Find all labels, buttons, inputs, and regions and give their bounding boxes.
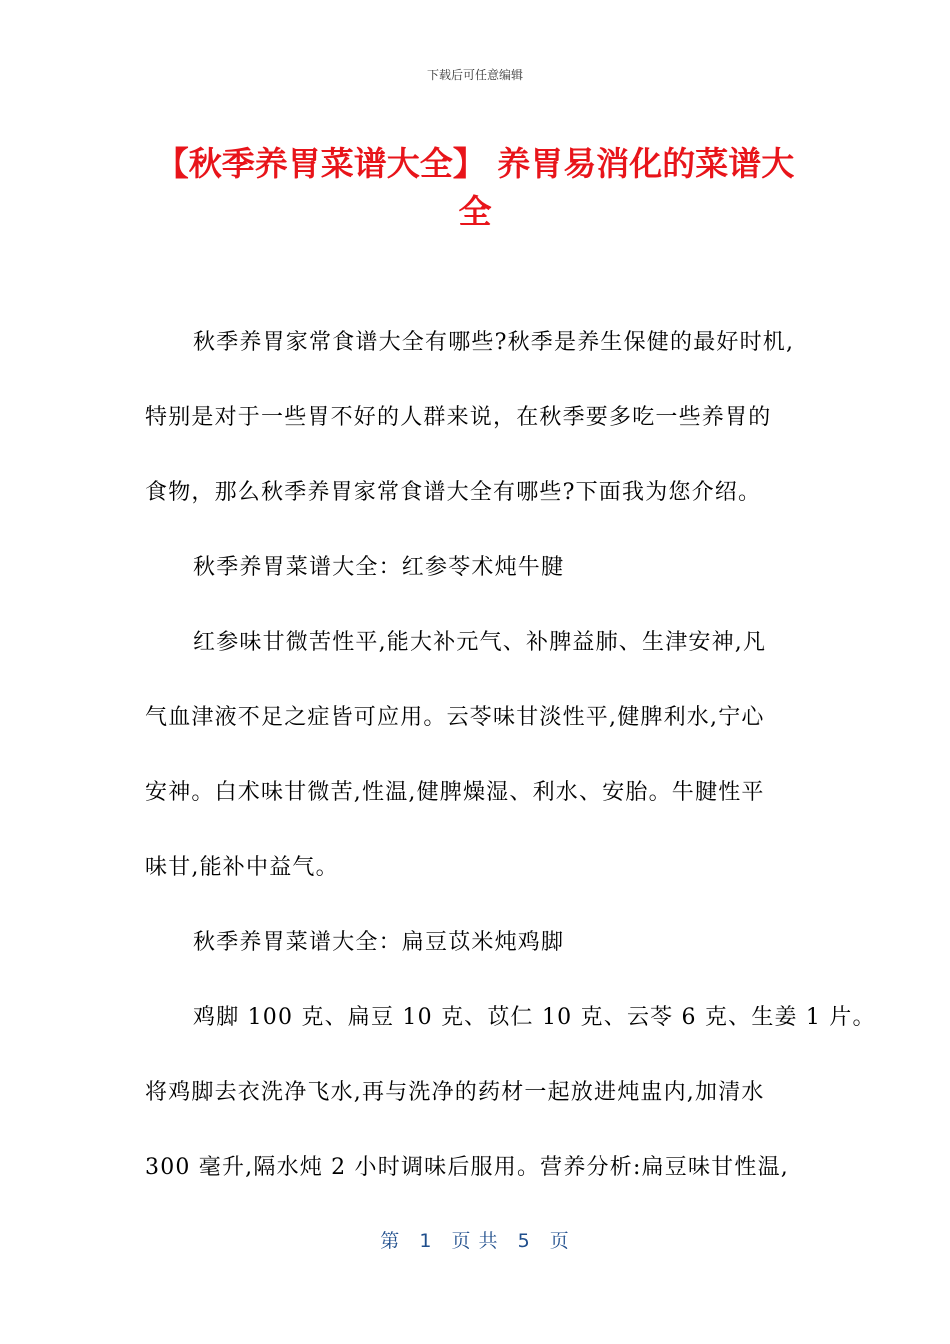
paragraph-line: 特别是对于一些胃不好的人群来说，在秋季要多吃一些养胃的 — [145, 405, 772, 430]
paragraph-line: 食物，那么秋季养胃家常食谱大全有哪些?下面我为您介绍。 — [145, 480, 762, 505]
page-end-label: 页 — [549, 1230, 570, 1252]
page-current: 1 — [419, 1230, 433, 1252]
header-note: 下载后可任意编辑 — [426, 68, 523, 82]
paragraph-line: 鸡脚 100 克、扁豆 10 克、苡仁 10 克、云苓 6 克、生姜 1 片。 — [193, 1005, 876, 1030]
page-label: 第 — [380, 1230, 401, 1252]
document-body — [145, 318, 876, 1218]
paragraph-line: 气血津液不足之症皆可应用。云苓味甘淡性平,健脾利水,宁心 — [145, 705, 765, 730]
page-mid-label: 页 共 — [451, 1230, 499, 1252]
paragraph-line: 红参味甘微苦性平,能大补元气、补脾益肺、生津安神,凡 — [193, 630, 767, 655]
document-title: 【秋季养胃菜谱大全】 养胃易消化的菜谱大全 — [155, 144, 795, 231]
page-total: 5 — [517, 1230, 531, 1252]
paragraph-line: 味甘,能补中益气。 — [145, 855, 339, 880]
section-heading: 秋季养胃菜谱大全：红参苓术炖牛腱 — [193, 555, 565, 580]
section-heading: 秋季养胃菜谱大全：扁豆苡米炖鸡脚 — [193, 930, 565, 955]
paragraph-line: 300 毫升,隔水炖 2 小时调味后服用。营养分析:扁豆味甘性温, — [145, 1155, 789, 1180]
paragraph-line: 安神。白术味甘微苦,性温,健脾燥湿、利水、安胎。牛腱性平 — [145, 780, 765, 805]
paragraph-line: 秋季养胃家常食谱大全有哪些?秋季是养生保健的最好时机, — [193, 330, 795, 355]
paragraph-line: 将鸡脚去衣洗净飞水,再与洗净的药材一起放进炖盅内,加清水 — [145, 1080, 765, 1105]
page-number-footer — [0, 1226, 950, 1253]
